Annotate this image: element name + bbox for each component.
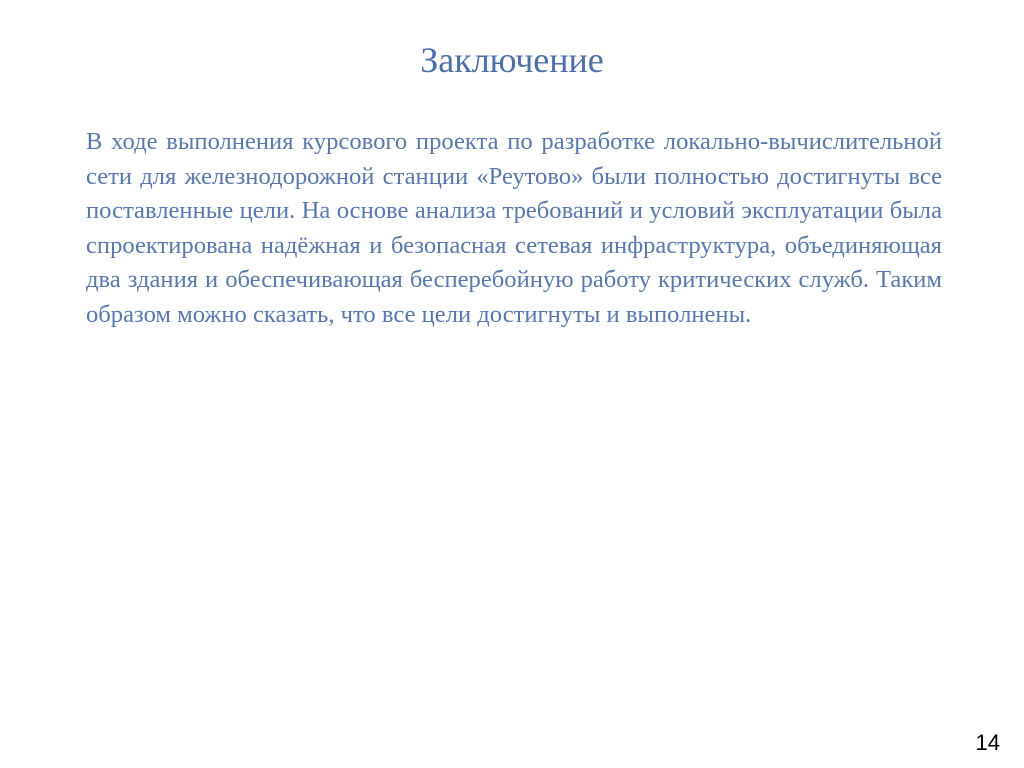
conclusion-paragraph: В ходе выполнения курсового проекта по разработке локально-вычислительной сети для железнодорожной станции «Реутово» были полностью достигнуты все поставленные цели. На основе анализа требований и условий эксплуатации была спроектирована надёжная и безопасная сетевая инфраструктура, объединяющая два здания и обеспечивающая бесперебойную работу критических служб. Таким образом можно сказать, что все цели достигнуты и выполнены.	[86, 128, 942, 328]
slide-title: Заключение	[420, 40, 604, 80]
page-number: 14	[975, 730, 1000, 755]
